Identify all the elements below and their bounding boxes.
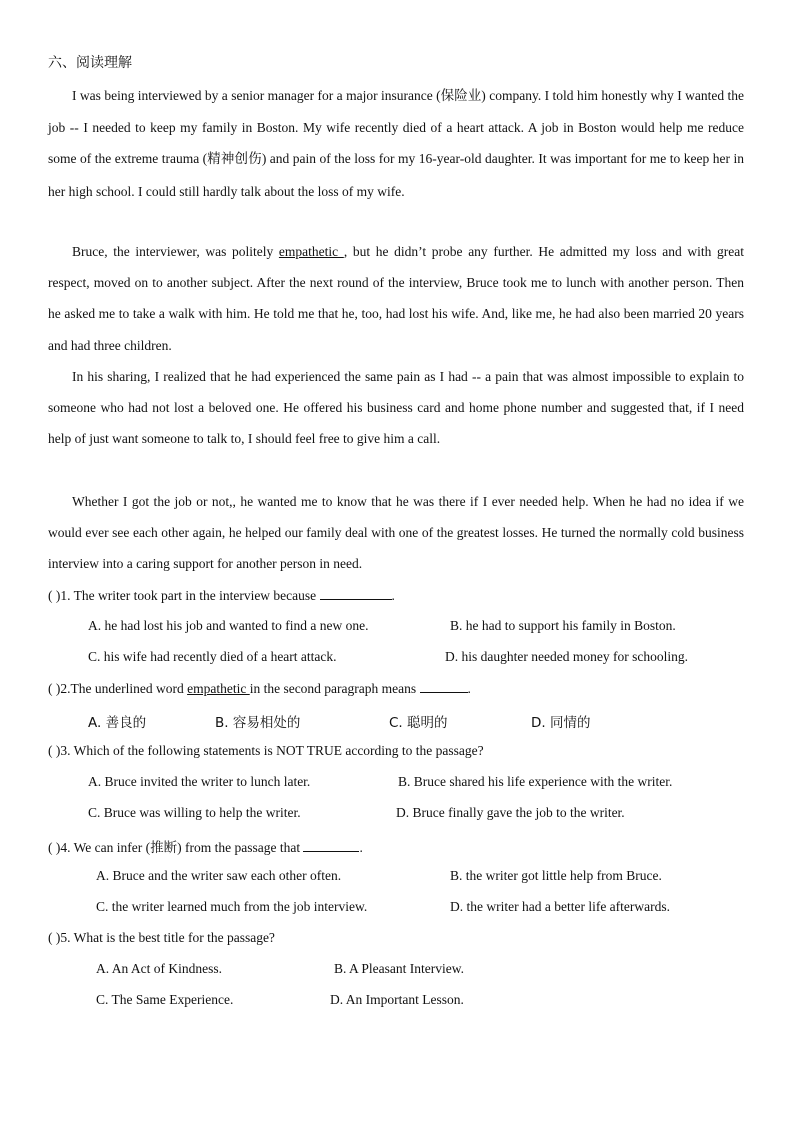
q2-option-c[interactable]: C. 聪明的 [389,715,448,731]
question-4 [48,836,363,856]
question-1-text: ( )1. The writer took part in the interview because [48,588,320,603]
q4-option-c[interactable]: C. the writer learned much from the job interview. [96,899,368,914]
q5-option-d[interactable]: D. An Important Lesson. [330,992,464,1007]
q5-option-a[interactable]: A. An Act of Kindness. [96,961,222,976]
p2-text-b: , but he didn’t probe any further. He admitted my loss and with great respect, moved on to another subject. After the next round of the interview, Bruce took me to lunch with another person. Then he asked me to take a walk with him. He told me that he, too, had lost his wife. And, like me, he had also been married 20 years and had three children. [48,244,744,353]
q3-option-c[interactable]: C. Bruce was willing to help the writer. [88,805,301,820]
answer-blank[interactable] [420,680,468,693]
question-5: ( )5. What is the best title for the passage? [48,930,275,945]
answer-blank[interactable] [303,839,359,852]
q3-option-a[interactable]: A. Bruce invited the writer to lunch later. [88,774,311,789]
q5-option-b[interactable]: B. A Pleasant Interview. [334,961,464,976]
question-2-suffix: . [467,681,471,696]
p1-text-b: ) company. I told him honestly why I wanted the job -- I needed to keep my family in Boston. My wife recently died of a heart attack. A job in Boston would help me reduce some of the extreme trauma ( [48,88,744,167]
passage-paragraph-2 [48,236,744,361]
question-2 [48,680,471,697]
q2-option-d[interactable]: D. 同情的 [531,715,591,731]
q1-option-a[interactable]: A. he had lost his job and wanted to find a new one. [88,618,369,633]
q3-option-b[interactable]: B. Bruce shared his life experience with the writer. [398,774,673,789]
q5-option-c[interactable]: C. The Same Experience. [96,992,234,1007]
q2-option-b[interactable]: B. 容易相处的 [215,715,301,731]
question-1 [48,587,395,604]
p1-text-c: ) and pain of the loss for my 16-year-old daughter. It was important for me to keep her in her high school. I could still hardly talk about the loss of my wife. [48,151,745,199]
question-1-suffix: . [391,588,395,603]
p1-cn-trauma: 精神创伤 [207,151,262,168]
underlined-word: empathetic [278,244,344,259]
q3-option-d[interactable]: D. Bruce finally gave the job to the writer. [396,805,625,820]
passage-paragraph-3: In his sharing, I realized that he had experienced the same pain as I had -- a pain that was almost impossible to explain to someone who had not lost a beloved one. He offered his business card and home phone number and suggested that, if I need help of just want someone to talk to, I should feel free to give him a call. [48,369,744,447]
passage-paragraph-4: Whether I got the job or not,, he wanted me to know that he was there if I ever needed help. When he had no idea if we would ever see each other again, he helped our family deal with one of the greatest losses. He turned the normally cold business interview into a caring support for another person in need. [48,494,744,572]
question-3: ( )3. Which of the following statements is NOT TRUE according to the passage? [48,743,484,758]
q4-option-a[interactable]: A. Bruce and the writer saw each other often. [96,868,342,883]
p1-text-a: I was being interviewed by a senior manager for a major insurance ( [72,88,441,103]
question-4-suffix: . [359,840,363,855]
section-title: 六、阅读理解 [48,55,132,71]
passage-paragraph-1 [48,80,744,207]
question-4-text-2: ) from the passage that [177,840,304,855]
p1-cn-insurance: 保险业 [440,88,482,104]
q2-option-a[interactable]: A. 善良的 [88,715,147,731]
question-2-text-2: in the second paragraph means [249,681,420,696]
p2-text-a: Bruce, the interviewer, was politely [72,244,279,259]
question-4-cn-infer: 推断 [150,840,178,856]
q1-option-c[interactable]: C. his wife had recently died of a heart attack. [88,649,337,664]
q1-option-d[interactable]: D. his daughter needed money for schooling. [445,649,688,664]
q4-option-b[interactable]: B. the writer got little help from Bruce. [450,868,662,883]
q1-option-b[interactable]: B. he had to support his family in Boston. [450,618,676,633]
answer-blank[interactable] [320,587,392,600]
q4-option-d[interactable]: D. the writer had a better life afterwards. [450,899,671,914]
question-2-text: ( )2.The underlined word [48,681,188,696]
question-4-text: ( )4. We can infer ( [48,840,151,855]
question-2-underlined-word: empathetic [187,681,250,696]
